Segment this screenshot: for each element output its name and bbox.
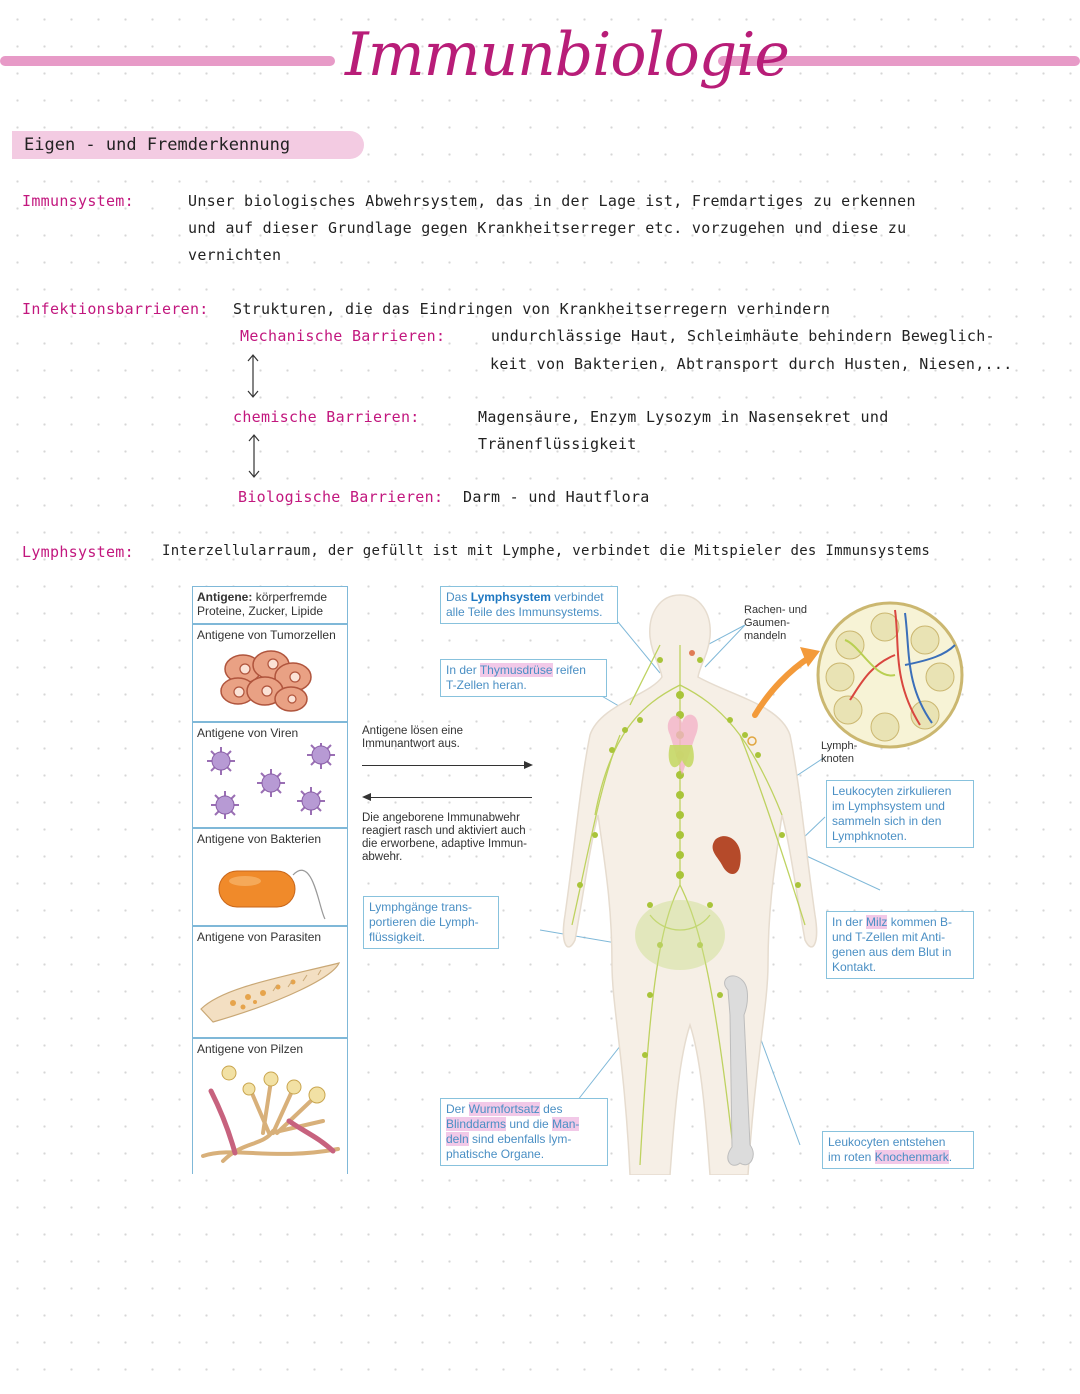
box-wurm-hl3: Man- <box>552 1117 580 1131</box>
box-zirk-line3: sammeln sich in den <box>832 814 942 828</box>
abwehr-line-3: die erworbene, adaptive Immun- <box>362 838 527 850</box>
immunantwort-text <box>362 725 463 751</box>
box-wurm-line4: phatische Organe. <box>446 1147 545 1161</box>
mechanisch-line-2: keit von Bakterien, Abtransport durch Husten, Niesen,... <box>490 355 1013 373</box>
chemisch-line-2: Tränenflüssigkeit <box>478 435 637 453</box>
antigen-label-bakterien: Antigene von Bakterien <box>197 832 322 846</box>
mechanisch-term: Mechanische Barrieren: <box>240 327 446 345</box>
lymphsystem-definition: Interzellularraum, der gefüllt ist mit Lymphe, verbindet die Mitspieler des Immunsystems <box>162 543 931 559</box>
antigen-header-cell <box>192 586 348 624</box>
abwehr-line-1: Die angeborene Immunabwehr <box>362 812 520 824</box>
box-milz-post: kommen B- <box>887 915 953 929</box>
abwehr-line-4: abwehr. <box>362 851 403 863</box>
fungi-icon <box>193 1061 347 1171</box>
box-milz-line2: und T-Zellen mit Anti- <box>832 930 946 944</box>
antigen-label-tumor: Antigene von Tumorzellen <box>197 628 336 642</box>
box-knochenmark-line1: Leukocyten entstehen <box>828 1135 946 1149</box>
section-heading-text: Eigen - und Fremderkennung <box>24 135 291 155</box>
antigen-label-parasiten: Antigene von Parasiten <box>197 930 322 944</box>
box-milz-highlight: Milz <box>866 915 888 929</box>
title-bar-left <box>0 56 335 66</box>
chemisch-term: chemische Barrieren: <box>233 408 420 426</box>
abwehr-line-2: reagiert rasch und aktiviert auch <box>362 825 526 837</box>
box-milz-pre: In der <box>832 915 867 929</box>
immunsystem-line-2: und auf dieser Grundlage gegen Krankheitserreger etc. vorzugehen und diese zu <box>188 219 907 237</box>
box-wurm-mid1: des <box>539 1102 563 1116</box>
immunsystem-line-3: vernichten <box>188 246 282 264</box>
box-wurm-hl1: Wurmfortsatz <box>468 1102 540 1116</box>
label-lymphknoten-line2: knoten <box>821 753 855 765</box>
box-lymphgaenge-line1: Lymphgänge trans- <box>369 900 472 914</box>
immunantwort-line-1: Antigene lösen eine <box>362 725 464 737</box>
immunantwort-line-2: Immunantwort aus. <box>362 738 460 750</box>
infektionsbarrieren-definition: Strukturen, die das Eindringen von Krankheitserregern verhindern <box>233 300 831 318</box>
page-title: Immunbiologie <box>345 20 789 90</box>
box-knochenmark <box>822 1131 974 1169</box>
mechanisch-line-1: undurchlässige Haut, Schleimhäute behindern Beweglich- <box>491 327 995 345</box>
immunsystem-term: Immunsystem: <box>22 192 134 210</box>
antigen-cell-parasiten <box>192 926 348 1038</box>
box-wurmfortsatz <box>440 1098 608 1166</box>
antigen-cell-bakterien <box>192 828 348 926</box>
antigen-cell-pilze <box>192 1038 348 1174</box>
box-thymus <box>440 659 607 697</box>
antigen-header-rest: körperfremde <box>255 590 328 604</box>
label-lymphknoten-line1: Lymph- <box>821 740 858 752</box>
box-zirk-line1: Leukocyten zirkulieren <box>832 784 952 798</box>
section-heading <box>12 131 364 159</box>
bacterium-icon <box>193 849 347 925</box>
lymphsystem-term: Lymphsystem: <box>22 543 134 561</box>
viruses-icon <box>193 743 347 823</box>
box-lymphsystem-pre: Das <box>446 590 471 604</box>
arrow-left-icon <box>362 792 372 802</box>
box-wurm-hl4: deln <box>446 1132 469 1146</box>
antigen-header-bold: Antigene: <box>197 590 253 604</box>
box-thymus-post: reifen <box>552 663 586 677</box>
box-zirk-line4: Lymphknoten. <box>832 829 907 843</box>
box-milz <box>826 911 974 979</box>
antigen-label-viren: Antigene von Viren <box>197 726 299 740</box>
biologisch-term: Biologische Barrieren: <box>238 488 444 506</box>
parasite-icon <box>193 947 347 1031</box>
label-lymphknoten <box>821 740 857 766</box>
immunsystem-line-1: Unser biologisches Abwehrsystem, das in der Lage ist, Fremdartiges zu erkennen <box>188 192 916 210</box>
antigen-label-pilze: Antigene von Pilzen <box>197 1042 304 1056</box>
tumor-cells-icon <box>193 647 347 717</box>
box-thymus-line2: T-Zellen heran. <box>446 678 527 692</box>
box-wurm-post: sind ebenfalls lym- <box>468 1132 572 1146</box>
box-wurm-hl2: Blinddarms <box>446 1117 507 1131</box>
box-zirk-line2: im Lymphsystem und <box>832 799 945 813</box>
box-lymphsystem-line2: alle Teile des Immunsystems. <box>446 605 603 619</box>
box-wurm-mid2: und die <box>506 1117 553 1131</box>
box-lymphgaenge <box>363 896 499 949</box>
infektionsbarrieren-term: Infektionsbarrieren: <box>22 300 209 318</box>
label-rachenmandeln <box>744 604 807 643</box>
antigen-header-line2: Proteine, Zucker, Lipide <box>197 604 324 618</box>
label-rachen-line2: Gaumen- <box>744 617 790 629</box>
chemisch-line-1: Magensäure, Enzym Lysozym in Nasensekret und <box>478 408 889 426</box>
box-milz-line4: Kontakt. <box>832 960 877 974</box>
box-lymphgaenge-line2: portieren die Lymph- <box>369 915 479 929</box>
double-arrow-1-icon <box>243 352 263 402</box>
box-thymus-highlight: Thymusdrüse <box>479 663 553 677</box>
biologisch-text: Darm - und Hautflora <box>463 488 650 506</box>
label-rachen-line1: Rachen- und <box>744 604 807 616</box>
box-thymus-pre: In der <box>446 663 480 677</box>
box-lymphsystem-bold: Lymphsystem <box>470 590 551 604</box>
box-lymphsystem-post: verbindet <box>550 590 604 604</box>
antigen-cell-viren <box>192 722 348 828</box>
box-leukocyten-zirkulieren <box>826 780 974 848</box>
double-arrow-2-icon <box>244 432 264 482</box>
box-knochenmark-post: . <box>948 1150 953 1164</box>
antigen-cell-tumor <box>192 624 348 722</box>
box-lymphgaenge-line3: flüssigkeit. <box>369 930 426 944</box>
box-knochenmark-highlight: Knochenmark <box>874 1150 949 1164</box>
box-lymphsystem <box>440 586 618 624</box>
box-knochenmark-pre: im roten <box>828 1150 875 1164</box>
box-milz-line3: genen aus dem Blut in <box>832 945 952 959</box>
label-rachen-line3: mandeln <box>744 630 787 642</box>
box-wurm-pre: Der <box>446 1102 469 1116</box>
